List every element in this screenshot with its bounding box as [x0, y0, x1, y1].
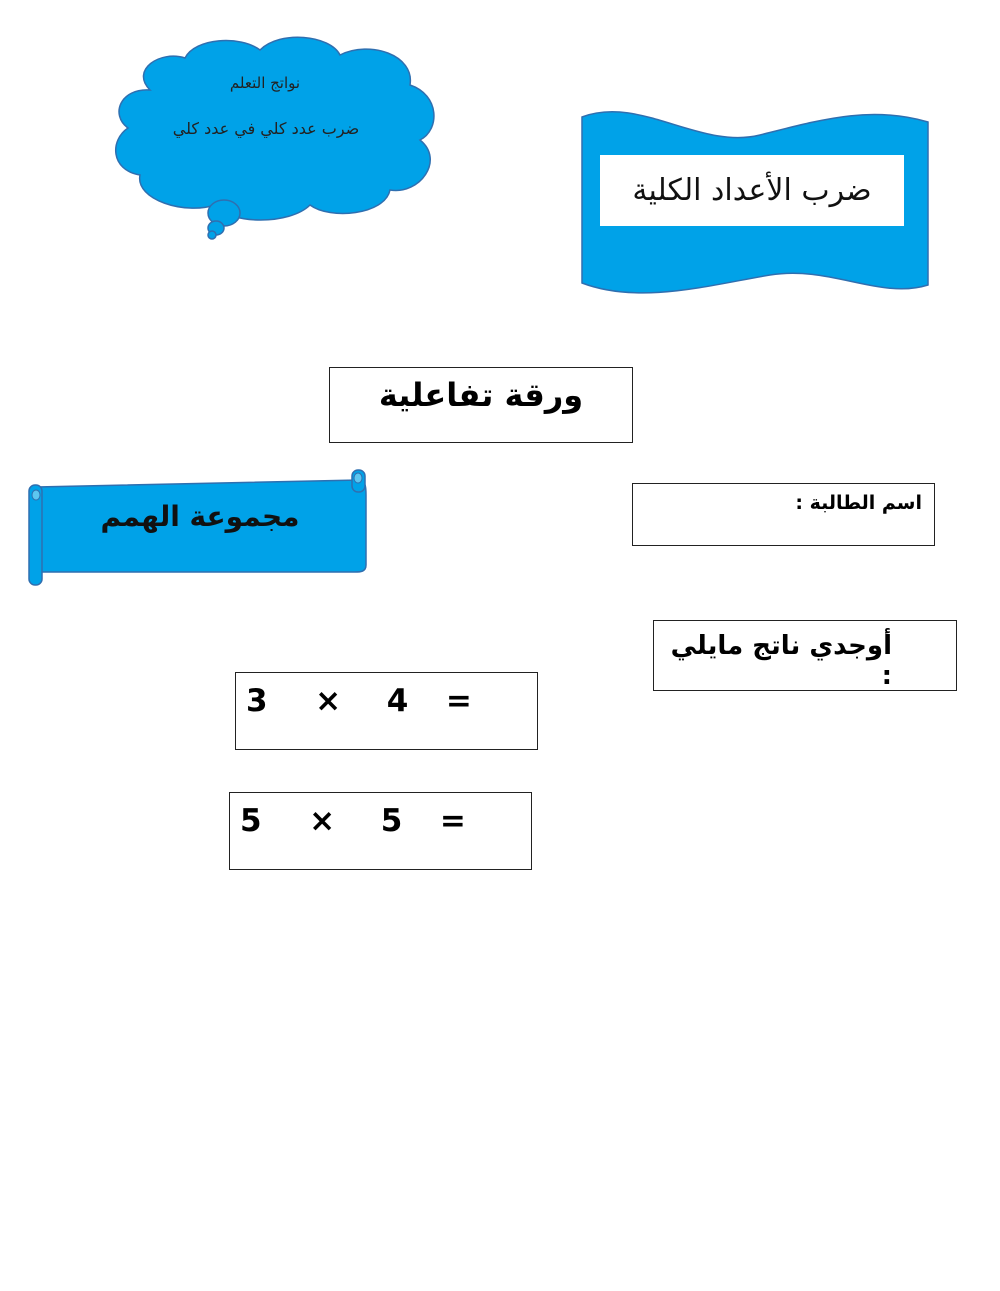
outcomes-text: ضرب عدد كلي في عدد كلي [172, 119, 360, 138]
operand-a: 5 [240, 803, 262, 839]
group-name: مجموعة الهمم [100, 500, 300, 533]
operand-a: 3 [246, 683, 268, 719]
operand-b: 4 [386, 683, 409, 719]
times-sign: × [309, 803, 336, 839]
equation-box[interactable] [235, 672, 538, 750]
student-name-label: اسم الطالبة : [795, 492, 922, 514]
student-name-field[interactable] [632, 483, 935, 546]
times-sign: × [315, 683, 342, 719]
outcomes-title: نواتج التعلم [229, 74, 301, 92]
lesson-title: ضرب الأعداد الكلية [600, 155, 904, 226]
instruction-box [653, 620, 957, 691]
equation-box[interactable] [229, 792, 532, 870]
sheet-title: ورقة تفاعلية [329, 367, 633, 443]
instruction-text: أوجدي ناتج مايلي : [670, 631, 892, 691]
equals-sign: = [439, 803, 466, 839]
equals-sign: = [445, 683, 472, 719]
operand-b: 5 [380, 803, 403, 839]
